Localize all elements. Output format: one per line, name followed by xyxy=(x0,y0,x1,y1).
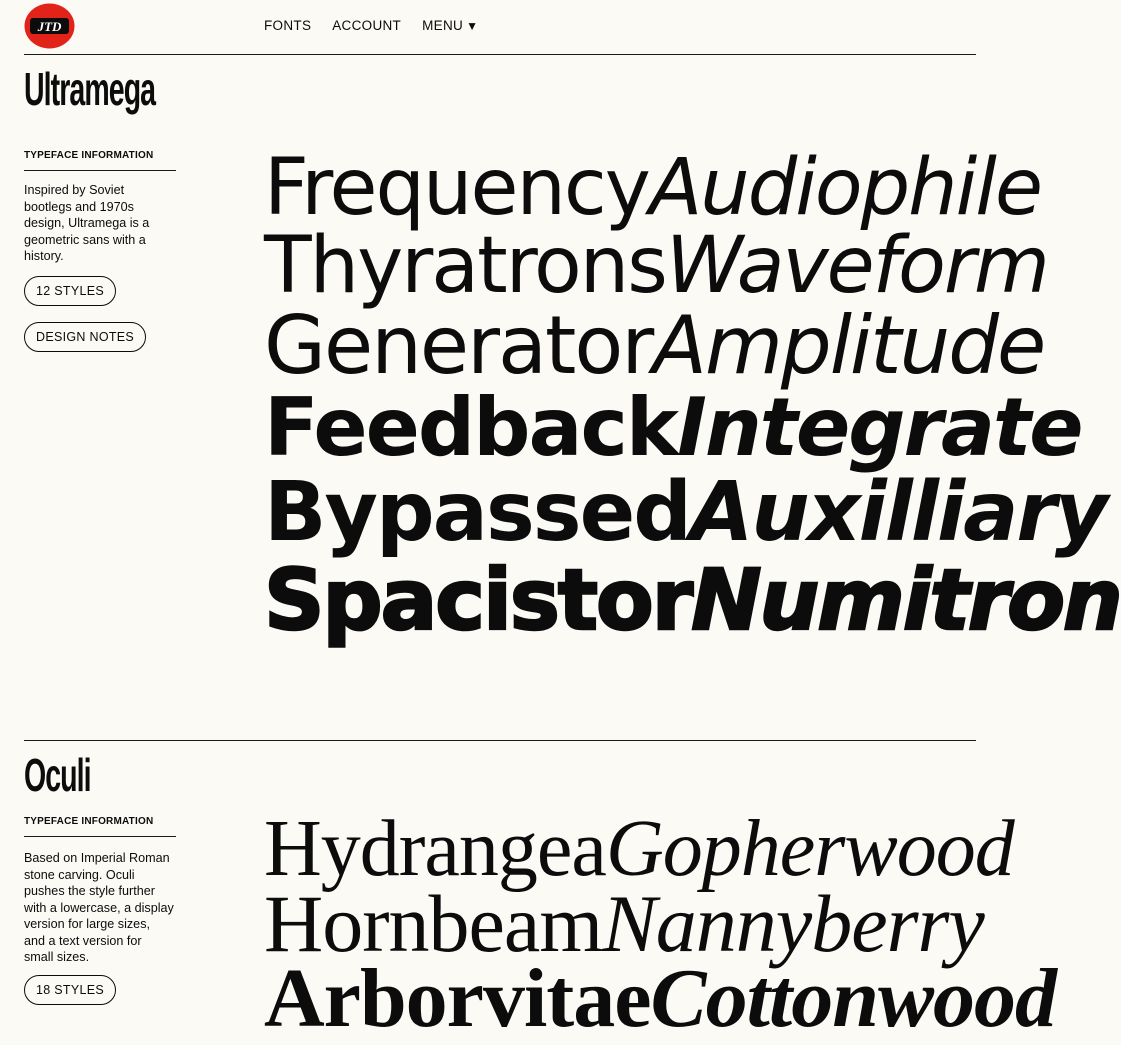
specimen-upright: Arborvitae xyxy=(264,952,651,1045)
specimen-italic: Amplitude xyxy=(652,299,1045,392)
design-notes-button[interactable]: DESIGN NOTES xyxy=(24,322,146,352)
specimen-italic: Auxilliary xyxy=(689,465,1107,560)
specimen-row xyxy=(264,551,1121,649)
specimen-oculi xyxy=(264,805,1056,1045)
specimen-row xyxy=(264,381,1082,474)
specimen-upright: Hydrangea xyxy=(264,805,606,893)
typeface-description: Inspired by Soviet bootlegs and 1970s design, Ultramega is a geometric sans with a history. xyxy=(24,183,150,263)
styles-button[interactable]: 18 STYLES xyxy=(24,975,116,1005)
typeface-title-ultramega[interactable]: Ultramega xyxy=(24,63,156,115)
specimen-upright: Frequency xyxy=(264,143,649,233)
specimen-upright: Feedback xyxy=(264,381,678,474)
sidebar-divider xyxy=(24,836,176,837)
specimen-italic: Waveform xyxy=(665,221,1048,311)
nav-account[interactable]: ACCOUNT xyxy=(332,18,402,33)
logo-badge-icon xyxy=(24,3,75,49)
specimen-upright: Thyratrons xyxy=(264,221,666,311)
typeface-title-oculi[interactable]: Oculi xyxy=(24,749,91,801)
styles-button[interactable]: 12 STYLES xyxy=(24,276,116,306)
jtd-logo[interactable] xyxy=(24,3,75,49)
typeface-description: Based on Imperial Roman stone carving. Oculi pushes the style further with a lowercase, a display version for large sizes, and a text version for small sizes. xyxy=(24,851,174,964)
header-divider xyxy=(24,54,976,55)
specimen-italic: Audiophile xyxy=(648,143,1041,233)
specimen-row xyxy=(264,299,1045,392)
nav-menu-label: MENU xyxy=(422,18,464,33)
nav-fonts[interactable]: FONTS xyxy=(264,18,312,33)
typeface-info-label: TYPEFACE INFORMATION xyxy=(24,150,154,161)
sidebar-divider xyxy=(24,170,176,171)
specimen-italic: Integrate xyxy=(677,381,1082,474)
specimen-upright: Spacistor xyxy=(264,551,692,649)
specimen-row xyxy=(264,952,1056,1045)
top-nav xyxy=(264,18,478,33)
logo-text: JTD xyxy=(37,19,62,34)
section-divider xyxy=(24,740,976,741)
specimen-ultramega xyxy=(264,140,1121,660)
nav-menu[interactable] xyxy=(422,18,478,33)
caret-down-icon: ▼ xyxy=(466,19,479,33)
specimen-upright: Bypassed xyxy=(264,465,690,560)
specimen-row xyxy=(264,465,1107,560)
specimen-row xyxy=(264,805,1014,893)
specimen-upright: Generator xyxy=(264,299,653,392)
typeface-info-label: TYPEFACE INFORMATION xyxy=(24,816,154,827)
specimen-upright: Hornbeam xyxy=(264,878,603,969)
specimen-italic: Nannyberry xyxy=(602,878,984,969)
specimen-row xyxy=(264,221,1048,311)
specimen-italic: Numitron xyxy=(691,551,1121,649)
specimen-row xyxy=(264,143,1041,233)
specimen-italic: Cottonwood xyxy=(650,952,1056,1045)
specimen-italic: Gopherwood xyxy=(605,805,1014,893)
